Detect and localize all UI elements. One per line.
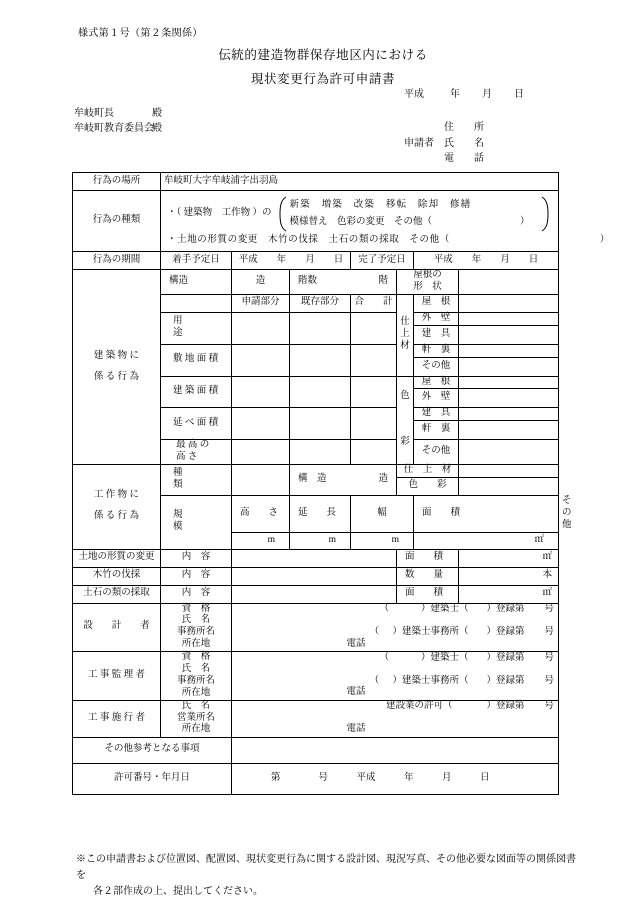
supervisor-registration-number-unit: 号 <box>544 652 555 663</box>
total-floor-area-label: 延 べ 面 積 <box>173 417 219 428</box>
addressee-block <box>74 106 162 136</box>
kind-land-close: ） <box>599 234 610 245</box>
contractor-sub-address: 所在地 <box>181 724 211 735</box>
designer-registration-number-unit: 号 <box>544 604 555 615</box>
contractor-sub-office: 営業所名 <box>176 712 215 723</box>
works-scale-area-label: 面 積 <box>414 495 559 532</box>
soil-extract-sub-label: 内 容 <box>161 585 232 603</box>
table-row-designer <box>73 603 559 652</box>
roof-shape-label <box>397 270 459 295</box>
site-area-label-cell <box>161 344 232 376</box>
kind-options-line2-a: 模様替え 色彩の変更 その他（ <box>289 216 433 227</box>
supervisor-sub-address: 所在地 <box>181 687 211 698</box>
soil-extract-content-value[interactable] <box>232 585 397 603</box>
footer-note <box>76 852 576 900</box>
site-area-label: 敷 地 面 積 <box>173 354 219 365</box>
designer-name-line[interactable] <box>236 616 554 628</box>
date-day: 日 <box>514 89 524 100</box>
table-row-permit <box>73 763 559 794</box>
usage-total-value[interactable] <box>351 312 397 344</box>
supervisor-sub-qualification: 資 格 <box>181 652 211 662</box>
works-structure-label-cell <box>290 465 397 496</box>
total-floor-area-application-value[interactable] <box>232 408 290 440</box>
max-height-total-value[interactable] <box>351 440 397 465</box>
building-area-total-value[interactable] <box>351 376 397 408</box>
soil-extract-right-label: 面 積 <box>397 585 459 603</box>
supervisor-office-paren-open: （ <box>369 675 380 686</box>
usage-label-cell <box>161 312 232 344</box>
color-item-other-value[interactable] <box>459 440 559 465</box>
designer-office-line <box>236 627 554 639</box>
kind-options-line1: 新築 増築 改築 移転 除却 修繕 <box>289 199 472 210</box>
site-area-application-value[interactable] <box>232 344 290 376</box>
land-change-label: 土地の形質の変更 <box>73 549 161 567</box>
works-label-line2: 係 る 行 為 <box>93 511 140 522</box>
supervisor-label: 工 事 監 理 者 <box>73 652 161 701</box>
tree-cutting-right-label: 数 量 <box>397 567 459 585</box>
date-month: 月 <box>482 89 492 100</box>
designer-sub-address: 所在地 <box>181 639 211 650</box>
roof-shape-label-l2: 形 状 <box>413 281 442 292</box>
supervisor-paren-open: （ <box>379 652 389 663</box>
building-label-line2: 係 る 行 為 <box>93 371 140 382</box>
tree-cutting-label: 木竹の伐採 <box>73 567 161 585</box>
works-type-label: 種 類 <box>173 468 221 490</box>
designer-office-paren-open: （ <box>369 627 380 638</box>
finish-item-other-label: その他 <box>414 357 459 376</box>
designer-paren-open: （ <box>379 604 389 615</box>
table-row-period <box>73 252 559 270</box>
building-section-label <box>73 270 161 465</box>
kind-land-text: ・土地の形質の変更 木竹の伐採 土石の類の採取 その他（ <box>167 234 450 245</box>
total-floor-area-existing-value[interactable] <box>290 408 351 440</box>
color-item-roof-value[interactable] <box>459 376 559 389</box>
place-value[interactable]: 牟岐町大字牟岐浦字出羽島 <box>161 173 559 191</box>
works-scale-width-unit[interactable]: m <box>351 532 414 549</box>
tree-cutting-unit[interactable]: 本 <box>459 567 559 585</box>
finish-item-roof-label: 屋 根 <box>414 294 459 312</box>
color-label-char1: 色 <box>400 391 410 402</box>
table-row-works-type <box>73 465 559 478</box>
designer-sub-name: 氏 名 <box>181 615 211 626</box>
other-notes-value[interactable] <box>232 737 559 763</box>
addressee-name: 牟岐町教育委員会 <box>74 123 154 134</box>
finish-label-char1: 仕 <box>400 317 410 328</box>
color-item-roof-label: 屋 根 <box>414 376 459 389</box>
works-scale-width-label: 幅 <box>351 495 414 532</box>
col-header-total: 合 計 <box>351 294 397 312</box>
works-structure-label: 構 造 <box>298 474 327 484</box>
table-row-contractor <box>73 700 559 737</box>
date-year: 年 <box>450 89 460 100</box>
applicant-phone-label: 電 話 <box>444 153 489 164</box>
kind-options-line2 <box>290 214 530 231</box>
addressee-honorific: 殿 <box>152 123 162 134</box>
works-color-value[interactable] <box>459 477 559 495</box>
floors-unit[interactable]: 階 <box>378 275 388 286</box>
period-end-label: 完了予定日 <box>351 252 414 270</box>
footer-note-line2: 各２部作成の上、提出してください。 <box>93 886 263 897</box>
kind-land-line <box>167 234 610 247</box>
works-scale-label: 規 模 <box>173 510 221 533</box>
designer-registration-label: ）登録第 <box>486 604 525 615</box>
supervisor-sub-name: 氏 名 <box>181 663 211 674</box>
soil-extract-unit[interactable]: ㎡ <box>459 585 559 603</box>
color-item-fittings-label: 建 具 <box>414 408 459 421</box>
works-color-label: 色 彩 <box>397 477 459 495</box>
footer-note-line1: ※この申請書および位置図、配置図、現状変更行為に関する設計図、現況写真、その他必要な図面等の関係図書を <box>76 854 576 881</box>
land-change-right-label: 面 積 <box>397 549 459 567</box>
kind-building-line <box>167 196 554 232</box>
works-scale-label-cell <box>161 495 232 549</box>
building-row-label-blank <box>161 294 232 312</box>
usage-application-value[interactable] <box>232 312 290 344</box>
structure-label: 構造 <box>169 275 189 286</box>
designer-sub-office: 事務所名 <box>176 627 215 638</box>
supervisor-phone-label: 電話 <box>346 687 366 698</box>
color-item-fittings-value[interactable] <box>459 408 559 421</box>
building-area-application-value[interactable] <box>232 376 290 408</box>
applicant-address-label: 住 所 <box>444 122 489 133</box>
contractor-registration-unit: 号 <box>544 701 555 712</box>
works-scale-length-label: 延 長 <box>290 495 351 532</box>
color-label <box>397 376 414 465</box>
permit-label: 許可番号・年月日 <box>73 763 232 794</box>
land-change-content-value[interactable] <box>232 549 397 567</box>
table-row-other-notes <box>73 737 559 763</box>
finish-item-roof-value[interactable] <box>459 294 559 312</box>
finish-item-fittings-value[interactable] <box>459 325 559 344</box>
finish-label-char3: 材 <box>400 341 410 352</box>
kind-label: 行為の種類 <box>73 191 161 252</box>
finish-item-other-value[interactable] <box>459 357 559 376</box>
land-change-sub-label: 内 容 <box>161 549 232 567</box>
color-item-wall-value[interactable] <box>459 389 559 408</box>
brace-right-icon <box>541 196 551 232</box>
supervisor-office-registration-unit: 号 <box>544 675 555 686</box>
col-header-application: 申請部分 <box>232 294 290 312</box>
works-scale-height-unit[interactable]: m <box>232 532 290 549</box>
structure-unit[interactable]: 造 <box>232 270 290 295</box>
supervisor-fields[interactable] <box>232 652 559 701</box>
finish-item-eaves-value[interactable] <box>459 344 559 357</box>
roof-shape-label-l1: 屋根の <box>413 270 442 280</box>
finish-item-wall-label: 外 壁 <box>414 312 459 325</box>
max-height-label-cell <box>161 440 232 465</box>
color-item-eaves-label: 軒 裏 <box>414 421 459 440</box>
contractor-sub-labels <box>161 700 232 737</box>
total-floor-area-total-value[interactable] <box>351 408 397 440</box>
period-start-label: 着手予定日 <box>161 252 232 270</box>
table-row-structure <box>73 270 559 295</box>
table-row-land-change <box>73 549 559 567</box>
form-number: 様式第１号（第２条関係） <box>78 28 203 39</box>
finish-item-eaves-label: 軒 裏 <box>414 344 459 357</box>
designer-office-registration-label: ）登録第 <box>486 627 525 638</box>
addressee-row <box>74 121 162 136</box>
table-row-tree-cutting <box>73 567 559 585</box>
works-label-line1: 工 作 物 に <box>93 490 140 501</box>
works-structure-unit[interactable]: 造 <box>378 474 388 484</box>
floors-label-cell <box>290 270 397 295</box>
table-row-works-scale-headers: 規 模 高 さ 延 長 幅 面 積 その他 <box>73 495 559 532</box>
table-row-supervisor <box>73 652 559 701</box>
designer-fields[interactable] <box>232 603 559 652</box>
kind-value-cell[interactable] <box>161 191 610 252</box>
contractor-registration-label: ）登録第 <box>486 701 525 712</box>
contractor-office-line[interactable] <box>236 713 554 725</box>
kind-options <box>290 197 530 231</box>
total-floor-area-label-cell <box>161 408 232 440</box>
addressee-row <box>74 106 162 121</box>
works-type-value[interactable] <box>232 465 290 496</box>
works-type-label-cell <box>161 465 232 496</box>
building-label-line1: 建 築 物 に <box>93 350 140 361</box>
soil-extract-label: 土石の類の採取 <box>73 585 161 603</box>
period-label: 行為の期間 <box>73 252 161 270</box>
applicant-block <box>404 120 489 167</box>
works-scale-height-label: 高 さ <box>232 495 290 532</box>
other-notes-label: その他参考となる事項 <box>73 737 232 763</box>
table-row-place <box>73 173 559 191</box>
max-height-existing-value[interactable] <box>290 440 351 465</box>
tree-cutting-content-value[interactable] <box>232 567 397 585</box>
finish-item-fittings-label: 建 具 <box>414 325 459 344</box>
designer-label: 設 計 者 <box>73 603 161 652</box>
date-era: 平成 <box>404 89 424 100</box>
permit-value-text: 第 号 平成 年 月 日 <box>271 772 490 783</box>
supervisor-office-line <box>236 676 554 688</box>
col-header-existing: 既存部分 <box>290 294 351 312</box>
finish-label-char2: 上 <box>400 329 410 340</box>
permit-value[interactable] <box>232 763 559 794</box>
period-start-value[interactable]: 平成 年 月 日 <box>232 252 351 270</box>
designer-sub-labels <box>161 603 232 652</box>
works-scale-area-unit[interactable]: ㎡ <box>414 532 559 549</box>
designer-architect-label: ）建築士（ <box>420 604 469 615</box>
table-row-kind <box>73 191 559 252</box>
addressee-honorific: 殿 <box>152 108 162 119</box>
land-change-unit[interactable]: ㎡ <box>459 549 559 567</box>
site-area-total-value[interactable] <box>351 344 397 376</box>
designer-office-registration-unit: 号 <box>544 627 555 638</box>
building-area-existing-value[interactable] <box>290 376 351 408</box>
supervisor-sub-labels <box>161 652 232 701</box>
kind-lead-text: ・（ 建築物 工作物 ）の <box>167 207 272 218</box>
max-height-application-value[interactable] <box>232 440 290 465</box>
usage-existing-value[interactable] <box>290 312 351 344</box>
contractor-sub-name: 氏 名 <box>181 700 211 711</box>
contractor-license-label: 建設業の許可（ <box>385 701 453 712</box>
designer-office-label: ）建築士事務所（ <box>392 627 469 638</box>
color-label-char2: 彩 <box>400 437 410 448</box>
applicant-label: 申請者 <box>404 137 434 149</box>
kind-options-line2-close: ） <box>520 216 530 227</box>
building-area-label-cell <box>161 376 232 408</box>
designer-sub-qualification: 資 格 <box>181 603 211 614</box>
site-area-existing-value[interactable] <box>290 344 351 376</box>
addressee-name: 牟岐町長 <box>74 108 114 119</box>
applicant-name-label: 氏 名 <box>444 137 489 149</box>
roof-shape-value[interactable] <box>459 270 559 295</box>
supervisor-registration-label: ）登録第 <box>486 652 525 663</box>
supervisor-office-label: ）建築士事務所（ <box>392 675 469 686</box>
designer-qualification-line <box>236 604 554 616</box>
floors-label: 階数 <box>298 275 318 286</box>
contractor-phone-label: 電話 <box>346 724 366 735</box>
supervisor-qualification-line <box>236 653 554 665</box>
application-table <box>72 172 610 795</box>
tree-cutting-sub-label: 内 容 <box>161 567 232 585</box>
color-item-other-label: その他 <box>414 440 459 465</box>
color-item-wall-label: 外 壁 <box>414 389 459 408</box>
designer-phone-label: 電話 <box>346 638 366 649</box>
finish-material-label <box>397 294 414 376</box>
works-section-label <box>73 465 161 550</box>
structure-label-cell <box>161 270 232 295</box>
max-height-label: 最 高 の 高 さ <box>176 440 210 463</box>
period-end-value[interactable]: 平成 年 月 日 <box>414 252 559 270</box>
supervisor-sub-office: 事務所名 <box>176 675 215 686</box>
building-area-label: 建 築 面 積 <box>173 386 219 396</box>
works-finish-label: 仕 上 材 <box>397 465 459 478</box>
contractor-fields[interactable] <box>232 700 559 737</box>
place-label: 行為の場所 <box>73 173 161 191</box>
usage-label: 用 途 <box>173 316 221 339</box>
finish-item-wall-value[interactable] <box>459 312 559 325</box>
contractor-label: 工 事 施 行 者 <box>73 700 161 737</box>
table-row-soil-extract <box>73 585 559 603</box>
contractor-license-line <box>236 701 554 713</box>
brace-left-icon <box>277 196 287 232</box>
document-title-line1: 伝統的建造物群保存地区内における <box>218 48 428 62</box>
document-title-line2: 現状変更行為許可申請書 <box>250 72 396 86</box>
works-scale-length-unit[interactable]: m <box>290 532 351 549</box>
supervisor-office-registration-label: ）登録第 <box>486 675 525 686</box>
color-item-eaves-value[interactable] <box>459 421 559 440</box>
submission-date <box>404 85 524 100</box>
supervisor-architect-label: ）建築士（ <box>420 652 469 663</box>
supervisor-name-line[interactable] <box>236 664 554 676</box>
works-finish-value[interactable] <box>459 465 559 478</box>
